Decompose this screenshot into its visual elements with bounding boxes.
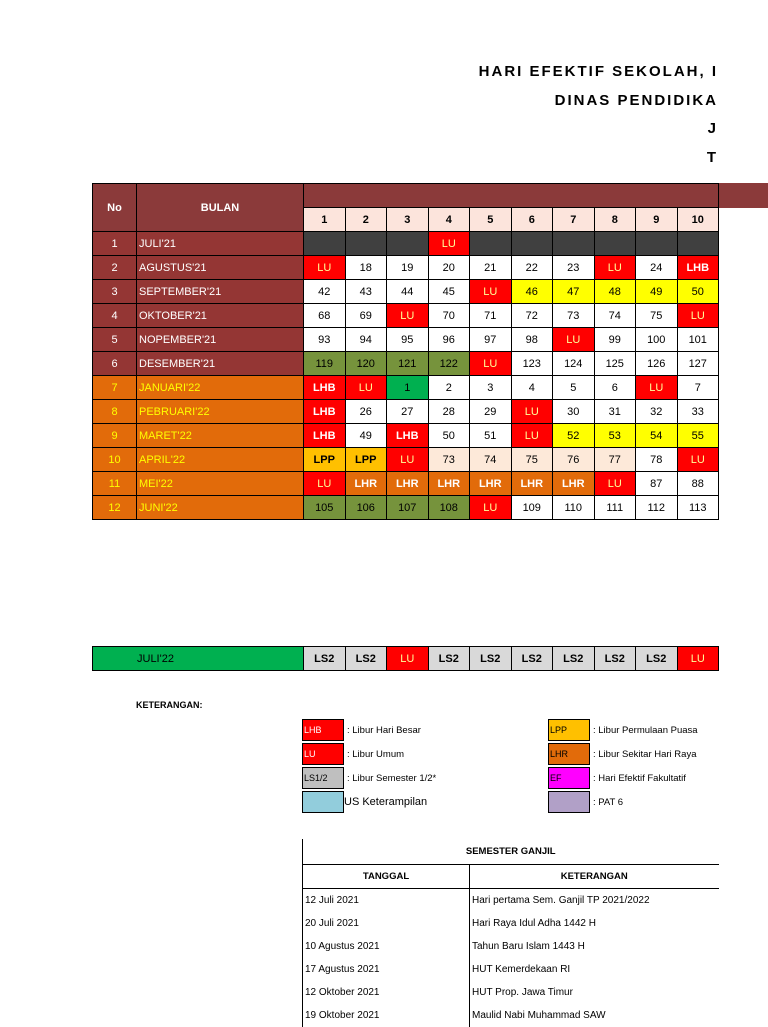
- keterangan-label: KETERANGAN:: [136, 700, 203, 710]
- title-line-3: J: [707, 120, 718, 137]
- day-cell: [511, 232, 553, 256]
- table-row: [93, 376, 719, 400]
- month-name: MEI'22: [137, 472, 304, 496]
- table-row: [93, 328, 719, 352]
- day-cell: LU: [387, 448, 429, 472]
- day-cell: LS2: [304, 647, 346, 671]
- day-cell: [553, 232, 595, 256]
- day-cell: LPP: [345, 448, 387, 472]
- legend-item: [548, 719, 698, 741]
- day-cell: 112: [636, 496, 678, 520]
- day-cell: 51: [470, 424, 512, 448]
- day-cell: LS2: [428, 647, 470, 671]
- legend-swatch: LU: [302, 743, 344, 765]
- day-cell: 45: [428, 280, 470, 304]
- day-cell: LS2: [345, 647, 387, 671]
- day-cell: LHR: [387, 472, 429, 496]
- month-name: APRIL'22: [137, 448, 304, 472]
- day-cell: 105: [304, 496, 346, 520]
- day-cell: 27: [387, 400, 429, 424]
- title-line-1: HARI EFEKTIF SEKOLAH, I: [478, 63, 718, 80]
- day-cell: LHR: [345, 472, 387, 496]
- title-line-2: DINAS PENDIDIKA: [554, 91, 718, 109]
- table-row: [303, 981, 719, 1004]
- row-number: 1: [93, 232, 137, 256]
- table-row: [93, 472, 719, 496]
- day-cell: 95: [387, 328, 429, 352]
- col-header-no: No: [93, 184, 137, 232]
- month-name: JANUARI'22: [137, 376, 304, 400]
- legend-text: : Libur Hari Besar: [347, 724, 421, 736]
- table-row: [93, 352, 719, 376]
- keterangan-cell: HUT Kemerdekaan RI: [472, 964, 571, 975]
- day-cell: 55: [677, 424, 719, 448]
- day-cell: LU: [304, 256, 346, 280]
- month-name: PEBRUARI'22: [137, 400, 304, 424]
- day-cell: 24: [636, 256, 678, 280]
- row-number: 12: [93, 496, 137, 520]
- legend-item: [302, 719, 421, 741]
- row-number: 11: [93, 472, 137, 496]
- day-cell: 120: [345, 352, 387, 376]
- day-cell: LS2: [636, 647, 678, 671]
- month-name: DESEMBER'21: [137, 352, 304, 376]
- day-cell: 77: [594, 448, 636, 472]
- day-cell: LPP: [304, 448, 346, 472]
- tanggal-cell: 17 Agustus 2021: [303, 958, 470, 981]
- day-header: 10: [677, 208, 719, 232]
- day-cell: LS2: [594, 647, 636, 671]
- day-cell: 42: [304, 280, 346, 304]
- day-cell: LU: [677, 448, 719, 472]
- day-cell: LHR: [511, 472, 553, 496]
- day-cell: LU: [304, 472, 346, 496]
- day-cell: 5: [553, 376, 595, 400]
- day-cell: 123: [511, 352, 553, 376]
- day-cell: LHB: [677, 256, 719, 280]
- day-cell: 98: [511, 328, 553, 352]
- day-header: 6: [511, 208, 553, 232]
- day-cell: 48: [594, 280, 636, 304]
- calendar-table: [92, 183, 719, 520]
- month-name: JULI'21: [137, 232, 304, 256]
- day-cell: 108: [428, 496, 470, 520]
- day-cell: [470, 232, 512, 256]
- day-cell: 43: [345, 280, 387, 304]
- table-row: [303, 958, 719, 981]
- day-cell: 30: [553, 400, 595, 424]
- tanggal-cell: 19 Oktober 2021: [303, 1004, 470, 1027]
- day-cell: 69: [345, 304, 387, 328]
- day-header-band: [304, 184, 719, 208]
- table-row: [93, 232, 719, 256]
- day-cell: LU: [511, 400, 553, 424]
- day-cell: 33: [677, 400, 719, 424]
- day-cell: 3: [470, 376, 512, 400]
- day-cell: 87: [636, 472, 678, 496]
- legend-text: : Libur Sekitar Hari Raya: [593, 748, 697, 760]
- day-cell: 46: [511, 280, 553, 304]
- table-row: [93, 424, 719, 448]
- day-cell: LU: [470, 496, 512, 520]
- day-header: 7: [553, 208, 595, 232]
- day-cell: LU: [470, 280, 512, 304]
- legend-swatch: LPP: [548, 719, 590, 741]
- legend-text: : Libur Permulaan Puasa: [593, 724, 698, 736]
- table-row: [93, 496, 719, 520]
- day-cell: 97: [470, 328, 512, 352]
- row-number: 3: [93, 280, 137, 304]
- table-row: [93, 304, 719, 328]
- day-header: 5: [470, 208, 512, 232]
- day-cell: 32: [636, 400, 678, 424]
- row-number: 7: [93, 376, 137, 400]
- day-cell: 68: [304, 304, 346, 328]
- row-number: 2: [93, 256, 137, 280]
- day-cell: 18: [345, 256, 387, 280]
- month-name: AGUSTUS'21: [137, 256, 304, 280]
- day-cell: [345, 232, 387, 256]
- day-cell: LHB: [304, 400, 346, 424]
- day-cell: 70: [428, 304, 470, 328]
- day-cell: 119: [304, 352, 346, 376]
- day-cell: [636, 232, 678, 256]
- day-cell: 7: [677, 376, 719, 400]
- day-cell: LU: [387, 304, 429, 328]
- day-cell: 88: [677, 472, 719, 496]
- day-cell: [677, 232, 719, 256]
- day-cell: 124: [553, 352, 595, 376]
- table-row: [93, 256, 719, 280]
- day-cell: 100: [636, 328, 678, 352]
- col-header-bulan: BULAN: [137, 184, 304, 232]
- col-header-keterangan: KETERANGAN: [470, 865, 719, 889]
- day-cell: 126: [636, 352, 678, 376]
- legend-text: : Libur Umum: [347, 748, 405, 760]
- day-cell: [387, 232, 429, 256]
- day-cell: LU: [428, 232, 470, 256]
- keterangan-cell: Hari pertama Sem. Ganjil TP 2021/2022: [472, 895, 650, 906]
- day-cell: 19: [387, 256, 429, 280]
- day-cell: 1: [387, 376, 429, 400]
- month-name: JUNI'22: [137, 496, 304, 520]
- day-cell: LU: [387, 647, 429, 671]
- title-line-4: T: [706, 148, 718, 166]
- day-cell: 49: [636, 280, 678, 304]
- day-cell: 121: [387, 352, 429, 376]
- day-cell: 76: [553, 448, 595, 472]
- day-cell: 96: [428, 328, 470, 352]
- day-cell: 52: [553, 424, 595, 448]
- semester-title: SEMESTER GANJIL: [303, 839, 719, 865]
- day-cell: 110: [553, 496, 595, 520]
- day-cell: 44: [387, 280, 429, 304]
- row-number: 6: [93, 352, 137, 376]
- legend-text: : PAT 6: [593, 796, 624, 808]
- legend-text: : Hari Efektif Fakultatif: [593, 772, 686, 784]
- day-cell: 101: [677, 328, 719, 352]
- day-cell: LHB: [304, 376, 346, 400]
- day-cell: LHB: [387, 424, 429, 448]
- day-cell: 31: [594, 400, 636, 424]
- legend-swatch: EF: [548, 767, 590, 789]
- day-cell: 125: [594, 352, 636, 376]
- day-cell: LS2: [511, 647, 553, 671]
- day-cell: 4: [511, 376, 553, 400]
- july22-table: [92, 646, 719, 671]
- legend-text: US Keterampilan: [344, 796, 428, 808]
- day-cell: 93: [304, 328, 346, 352]
- day-cell: 113: [677, 496, 719, 520]
- day-cell: 75: [636, 304, 678, 328]
- day-cell: 53: [594, 424, 636, 448]
- day-header: 1: [304, 208, 346, 232]
- day-header: 9: [636, 208, 678, 232]
- table-row: [303, 912, 719, 935]
- day-cell: 71: [470, 304, 512, 328]
- day-cell: 50: [677, 280, 719, 304]
- day-cell: LU: [594, 472, 636, 496]
- semester-ganjil-table: [302, 839, 719, 1027]
- day-cell: LS2: [470, 647, 512, 671]
- day-cell: LHR: [470, 472, 512, 496]
- day-cell: 73: [428, 448, 470, 472]
- keterangan-cell: Maulid Nabi Muhammad SAW: [472, 1010, 606, 1021]
- day-cell: 20: [428, 256, 470, 280]
- legend-swatch: [302, 791, 344, 813]
- legend-item: [302, 767, 436, 789]
- month-name: MARET'22: [137, 424, 304, 448]
- keterangan-cell: HUT Prop. Jawa Timur: [472, 987, 573, 998]
- day-cell: 107: [387, 496, 429, 520]
- legend-swatch: [548, 791, 590, 813]
- row-number: 9: [93, 424, 137, 448]
- day-cell: 21: [470, 256, 512, 280]
- day-cell: 29: [470, 400, 512, 424]
- day-cell: 26: [345, 400, 387, 424]
- semester-header-bar: [718, 183, 768, 208]
- day-cell: LU: [677, 647, 719, 671]
- legend-item: [548, 767, 686, 789]
- legend-item: [548, 791, 623, 813]
- day-cell: 75: [511, 448, 553, 472]
- row-number: 8: [93, 400, 137, 424]
- tanggal-cell: 10 Agustus 2021: [303, 935, 470, 958]
- col-header-tanggal: TANGGAL: [303, 865, 470, 889]
- day-header: 2: [345, 208, 387, 232]
- table-row: [93, 280, 719, 304]
- row-number: 5: [93, 328, 137, 352]
- day-header: 4: [428, 208, 470, 232]
- legend-swatch: LHR: [548, 743, 590, 765]
- day-header: 8: [594, 208, 636, 232]
- tanggal-cell: 20 Juli 2021: [303, 912, 470, 935]
- day-cell: [304, 232, 346, 256]
- day-cell: 23: [553, 256, 595, 280]
- day-cell: 50: [428, 424, 470, 448]
- day-cell: LU: [345, 376, 387, 400]
- month-name: OKTOBER'21: [137, 304, 304, 328]
- month-july22: JULI'22: [93, 647, 304, 671]
- day-cell: 78: [636, 448, 678, 472]
- legend-item: [548, 743, 696, 765]
- day-cell: LS2: [553, 647, 595, 671]
- day-cell: 22: [511, 256, 553, 280]
- day-cell: 47: [553, 280, 595, 304]
- month-name: NOPEMBER'21: [137, 328, 304, 352]
- legend-swatch: LHB: [302, 719, 344, 741]
- day-cell: LU: [470, 352, 512, 376]
- day-cell: LU: [553, 328, 595, 352]
- day-cell: 109: [511, 496, 553, 520]
- row-number: 10: [93, 448, 137, 472]
- day-cell: LHR: [428, 472, 470, 496]
- row-number: 4: [93, 304, 137, 328]
- day-cell: 54: [636, 424, 678, 448]
- day-cell: 111: [594, 496, 636, 520]
- day-cell: 2: [428, 376, 470, 400]
- legend-text: : Libur Semester 1/2*: [347, 772, 437, 784]
- keterangan-cell: Tahun Baru Islam 1443 H: [472, 941, 585, 952]
- day-cell: 6: [594, 376, 636, 400]
- keterangan-cell: Hari Raya Idul Adha 1442 H: [472, 918, 596, 929]
- table-row: [93, 448, 719, 472]
- legend-swatch: LS1/2: [302, 767, 344, 789]
- table-row: [303, 935, 719, 958]
- day-cell: 72: [511, 304, 553, 328]
- table-row: [93, 400, 719, 424]
- day-cell: LU: [636, 376, 678, 400]
- legend-item: [302, 791, 427, 813]
- day-cell: 74: [470, 448, 512, 472]
- day-cell: 73: [553, 304, 595, 328]
- day-cell: [594, 232, 636, 256]
- day-cell: 127: [677, 352, 719, 376]
- day-cell: 106: [345, 496, 387, 520]
- document-title-block: [218, 58, 718, 172]
- tanggal-cell: 12 Juli 2021: [303, 889, 470, 913]
- month-name: SEPTEMBER'21: [137, 280, 304, 304]
- day-cell: LU: [594, 256, 636, 280]
- day-cell: LU: [511, 424, 553, 448]
- day-cell: 99: [594, 328, 636, 352]
- day-cell: 74: [594, 304, 636, 328]
- day-cell: LHR: [553, 472, 595, 496]
- day-cell: LHB: [304, 424, 346, 448]
- day-cell: 122: [428, 352, 470, 376]
- tanggal-cell: 12 Oktober 2021: [303, 981, 470, 1004]
- table-row: [303, 889, 719, 913]
- day-cell: 49: [345, 424, 387, 448]
- day-cell: 94: [345, 328, 387, 352]
- day-header: 3: [387, 208, 429, 232]
- day-cell: LU: [677, 304, 719, 328]
- legend-item: [302, 743, 404, 765]
- day-cell: 28: [428, 400, 470, 424]
